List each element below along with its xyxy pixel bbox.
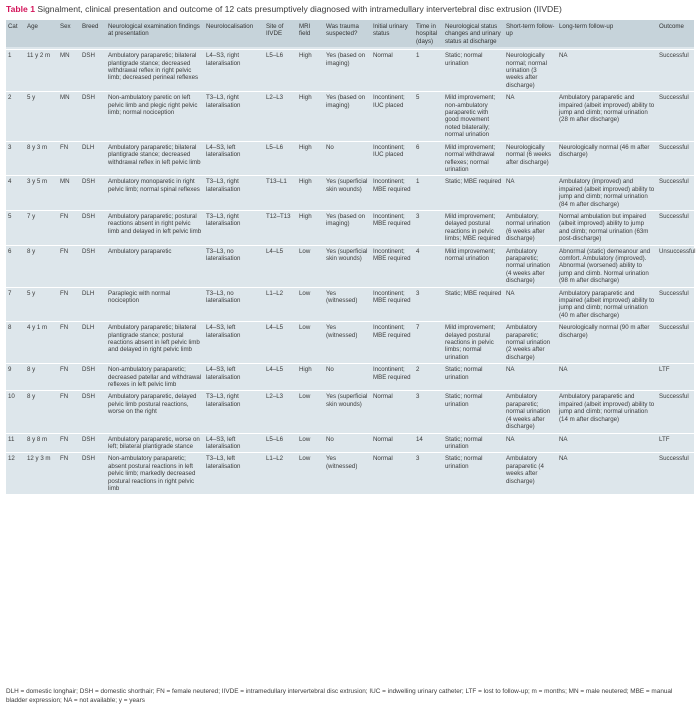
table-cell: NA: [557, 364, 657, 391]
table-cell: Mild improvement; non-ambulatory paraparetic with good movement noted bilaterally; normal urination: [443, 92, 504, 141]
table-cell: L1–L2: [264, 453, 297, 495]
table-cell: Successful: [657, 322, 694, 364]
table-cell: Paraplegic with normal nociception: [106, 287, 204, 322]
table-row: [6, 176, 694, 211]
table-cell: MN: [58, 92, 80, 141]
table-cell: High: [297, 364, 324, 391]
table-cell: L4–S3, left lateralisation: [204, 141, 264, 176]
table-cell: Mild improvement; normal withdrawal reflexes; normal urination: [443, 141, 504, 176]
table-cell: NA: [504, 92, 557, 141]
table-cell: Yes (superficial skin wounds): [324, 391, 371, 433]
table-cell: Yes (superficial skin wounds): [324, 245, 371, 287]
table-row: [6, 210, 694, 245]
column-header: Sex: [58, 20, 80, 47]
table-cell: High: [297, 92, 324, 141]
column-header: Long-term follow-up: [557, 20, 657, 47]
table-cell: Yes (witnessed): [324, 287, 371, 322]
table-cell: DSH: [80, 391, 106, 433]
column-header: Outcome: [657, 20, 694, 47]
table-cell: Static; normal urination: [443, 391, 504, 433]
table-cell: 4 y 1 m: [25, 322, 58, 364]
table-cell: L2–L3: [264, 92, 297, 141]
table-cell: FN: [58, 453, 80, 495]
table-cell: FN: [58, 210, 80, 245]
table-cell: Ambulatory paraparetic and impaired (albeit improved) ability to jump and climb; normal urination (40 m after discharge): [557, 287, 657, 322]
table-cell: Neurologically normal (46 m after discharge): [557, 141, 657, 176]
column-header: Time in hospital (days): [414, 20, 443, 47]
table-cell: 3: [414, 391, 443, 433]
table-cell: FN: [58, 245, 80, 287]
table-cell: L1–L2: [264, 287, 297, 322]
table-cell: FN: [58, 433, 80, 453]
table-cell: Static; MBE required: [443, 176, 504, 211]
table-cell: 12: [6, 453, 25, 495]
table-cell: Mild improvement; normal urination: [443, 245, 504, 287]
table-cell: 3: [414, 453, 443, 495]
table-cell: T13–L1: [264, 176, 297, 211]
table-cell: Static; MBE required: [443, 287, 504, 322]
table-cell: Non-ambulatory paraparetic; decreased patellar and withdrawal reflexes in left pelvic limb: [106, 364, 204, 391]
table-cell: Incontinent; IUC placed: [371, 141, 414, 176]
table-cell: Static; normal urination: [443, 433, 504, 453]
header-row: [6, 20, 694, 47]
table-cell: Normal: [371, 50, 414, 92]
table-cell: 4: [6, 176, 25, 211]
table-cell: Ambulatory paraparetic; postural reactions absent in right pelvic limb and delayed in left pelvic limb: [106, 210, 204, 245]
table-row: [6, 287, 694, 322]
table-cell: Neurologically normal; normal urination (3 weeks after discharge): [504, 50, 557, 92]
table-cell: DSH: [80, 245, 106, 287]
table-cell: Yes (based on imaging): [324, 50, 371, 92]
table-cell: DSH: [80, 50, 106, 92]
table-cell: 11: [6, 433, 25, 453]
table-cell: 7: [6, 287, 25, 322]
table-row: [6, 141, 694, 176]
table-cell: 3: [6, 141, 25, 176]
table-cell: 1: [414, 50, 443, 92]
table-cell: Successful: [657, 210, 694, 245]
table-cell: 8 y: [25, 364, 58, 391]
column-header: Short-term follow-up: [504, 20, 557, 47]
table-cell: Successful: [657, 92, 694, 141]
table-cell: Successful: [657, 141, 694, 176]
table-cell: 11 y 2 m: [25, 50, 58, 92]
table-footnote: DLH = domestic longhair; DSH = domestic shorthair; FN = female neutered; IIVDE = intramedullary intervertebral disc extrusion; IUC = indwelling urinary catheter; LTF = lost to follow-up; m = months; MN = male neutered; MBE = manual bladder expression; NA = not available; y = years: [6, 688, 673, 704]
table-cell: Ambulatory paraparetic and impaired (albeit improved) ability to jump and climb; normal urination (28 m after discharge): [557, 92, 657, 141]
table-cell: T3–L3, no lateralisation: [204, 245, 264, 287]
column-header: Age: [25, 20, 58, 47]
table-cell: Ambulatory (improved) and impaired (albeit improved) ability to jump and climb; normal urination (84 m after discharge): [557, 176, 657, 211]
table-cell: T12–T13: [264, 210, 297, 245]
table-cell: T3–L3, left lateralisation: [204, 453, 264, 495]
table-cell: Ambulatory paraparetic; normal urination (2 weeks after discharge): [504, 322, 557, 364]
table-cell: 3 y 5 m: [25, 176, 58, 211]
column-header: Cat: [6, 20, 25, 47]
table-cell: DLH: [80, 322, 106, 364]
column-header: Was trauma suspected?: [324, 20, 371, 47]
table-cell: Low: [297, 391, 324, 433]
table-cell: DLH: [80, 287, 106, 322]
table-cell: 7: [414, 322, 443, 364]
table-cell: 7 y: [25, 210, 58, 245]
table-cell: 6: [414, 141, 443, 176]
table-cell: Yes (witnessed): [324, 453, 371, 495]
table-cell: L4–S3, left lateralisation: [204, 322, 264, 364]
table-row: [6, 433, 694, 453]
data-table: [6, 20, 694, 494]
table-cell: 5 y: [25, 287, 58, 322]
column-header: Breed: [80, 20, 106, 47]
table-cell: 3: [414, 210, 443, 245]
table-row: [6, 322, 694, 364]
table-cell: Successful: [657, 453, 694, 495]
table-cell: 8: [6, 322, 25, 364]
table-cell: Static; normal urination: [443, 50, 504, 92]
table-cell: MN: [58, 176, 80, 211]
table-row: [6, 92, 694, 141]
column-header: Neurological status changes and urinary status at discharge: [443, 20, 504, 47]
table-cell: DSH: [80, 453, 106, 495]
table-cell: L5–L6: [264, 433, 297, 453]
table-cell: L4–L5: [264, 322, 297, 364]
table-cell: 14: [414, 433, 443, 453]
table-cell: 5: [6, 210, 25, 245]
table-cell: DSH: [80, 176, 106, 211]
table-cell: DSH: [80, 210, 106, 245]
table-caption: [6, 4, 562, 14]
table-cell: T3–L3, right lateralisation: [204, 391, 264, 433]
table-cell: MN: [58, 50, 80, 92]
table-cell: 9: [6, 364, 25, 391]
table-body: [6, 47, 694, 494]
table-cell: FN: [58, 322, 80, 364]
table-cell: Ambulatory; normal urination (6 weeks after discharge): [504, 210, 557, 245]
table-cell: Mild improvement; delayed postural reactions in pelvic limbs; normal urination: [443, 322, 504, 364]
table-cell: Normal ambulation but impaired (albeit improved) ability to jump and climb; normal urination (63m post-discharge): [557, 210, 657, 245]
table-row: [6, 50, 694, 92]
table-row: [6, 245, 694, 287]
table-cell: L4–L5: [264, 364, 297, 391]
table-cell: Successful: [657, 287, 694, 322]
table-cell: High: [297, 176, 324, 211]
table-cell: L4–S3, right lateralisation: [204, 50, 264, 92]
table-cell: 8 y: [25, 391, 58, 433]
table-cell: Ambulatory paraparetic; bilateral plantigrade stance; decreased withdrawal reflex in left pelvic limb: [106, 141, 204, 176]
table-cell: Incontinent; IUC placed: [371, 92, 414, 141]
column-header: Initial urinary status: [371, 20, 414, 47]
table-cell: Successful: [657, 176, 694, 211]
table-cell: FN: [58, 287, 80, 322]
table-cell: Mild improvement; delayed postural reactions in pelvic limbs; MBE required: [443, 210, 504, 245]
table-cell: Incontinent; MBE required: [371, 176, 414, 211]
table-cell: T3–L3, right lateralisation: [204, 176, 264, 211]
table-cell: NA: [557, 433, 657, 453]
column-header: Neurological examination findings at presentation: [106, 20, 204, 47]
table-cell: Ambulatory paraparetic, delayed pelvic limb postural reactions, worse on the right: [106, 391, 204, 433]
table-cell: Incontinent; MBE required: [371, 245, 414, 287]
table-cell: No: [324, 433, 371, 453]
table-cell: Low: [297, 453, 324, 495]
table-cell: Ambulatory monoparetic in right pelvic limb; normal spinal reflexes: [106, 176, 204, 211]
table-cell: Successful: [657, 391, 694, 433]
table-cell: 2: [6, 92, 25, 141]
table-cell: Ambulatory paraparetic; normal urination (4 weeks after discharge): [504, 245, 557, 287]
table-cell: Normal: [371, 433, 414, 453]
table-cell: FN: [58, 141, 80, 176]
table-cell: 8 y 3 m: [25, 141, 58, 176]
column-header: Neurolocalisation: [204, 20, 264, 47]
table-cell: DSH: [80, 433, 106, 453]
table-cell: 12 y 3 m: [25, 453, 58, 495]
table-cell: Normal: [371, 453, 414, 495]
table-cell: Successful: [657, 50, 694, 92]
table-cell: Ambulatory paraparetic, worse on left; bilateral plantigrade stance: [106, 433, 204, 453]
table-cell: Unsuccessful: [657, 245, 694, 287]
table-cell: Neurologically normal (90 m after discharge): [557, 322, 657, 364]
table-cell: Low: [297, 245, 324, 287]
table-title: Signalment, clinical presentation and outcome of 12 cats presumptively diagnosed with intramedullary intervertebral disc extrusion (IIVDE): [37, 4, 562, 14]
table-cell: L4–L5: [264, 245, 297, 287]
table-cell: Neurologically normal (6 weeks after discharge): [504, 141, 557, 176]
table-cell: Yes (witnessed): [324, 322, 371, 364]
table-cell: High: [297, 50, 324, 92]
table-cell: NA: [557, 50, 657, 92]
table-cell: 2: [414, 364, 443, 391]
table-cell: Ambulatory paraparetic (4 weeks after discharge): [504, 453, 557, 495]
table-cell: Ambulatory paraparetic and impaired (albeit improved) ability to jump and climb; normal urination (14 m after discharge): [557, 391, 657, 433]
table-label: Table 1: [6, 4, 35, 14]
table-cell: L2–L3: [264, 391, 297, 433]
table-cell: Incontinent; MBE required: [371, 287, 414, 322]
table-cell: L4–S3, left lateralisation: [204, 364, 264, 391]
table-cell: Low: [297, 433, 324, 453]
table-cell: Ambulatory paraparetic: [106, 245, 204, 287]
table-cell: 5: [414, 92, 443, 141]
table-cell: Yes (based on imaging): [324, 210, 371, 245]
table-cell: Incontinent; MBE required: [371, 210, 414, 245]
table-cell: T3–L3, no lateralisation: [204, 287, 264, 322]
table-cell: Ambulatory paraparetic; bilateral plantigrade stance; decreased withdrawal reflex in right pelvic limb; decreased perineal reflexes: [106, 50, 204, 92]
table-cell: 1: [6, 50, 25, 92]
table-cell: Yes (superficial skin wounds): [324, 176, 371, 211]
table-cell: NA: [504, 176, 557, 211]
table-cell: FN: [58, 391, 80, 433]
table-cell: High: [297, 210, 324, 245]
table-cell: 1: [414, 176, 443, 211]
table-cell: Incontinent; MBE required: [371, 322, 414, 364]
table-cell: NA: [504, 287, 557, 322]
table-row: [6, 453, 694, 495]
table-cell: Incontinent; MBE required: [371, 364, 414, 391]
table-cell: Normal: [371, 391, 414, 433]
table-cell: LTF: [657, 433, 694, 453]
table-cell: 5 y: [25, 92, 58, 141]
table-cell: No: [324, 141, 371, 176]
table-cell: 8 y 8 m: [25, 433, 58, 453]
table-cell: Static; normal urination: [443, 364, 504, 391]
table-cell: DLH: [80, 141, 106, 176]
table-cell: DSH: [80, 92, 106, 141]
table-cell: Ambulatory paraparetic; bilateral plantigrade stance; postural reactions absent in left pelvic limb and delayed in right pelvic limb: [106, 322, 204, 364]
table-cell: Static; normal urination: [443, 453, 504, 495]
table-cell: High: [297, 141, 324, 176]
table-cell: Abnormal (static) demeanour and comfort. Ambulatory (improved). Abnormal (worsened) ability to jump and climb. Normal urination (98 m after discharge): [557, 245, 657, 287]
table-cell: L5–L6: [264, 50, 297, 92]
table-cell: Yes (based on imaging): [324, 92, 371, 141]
table-cell: Ambulatory paraparetic; normal urination (4 weeks after discharge): [504, 391, 557, 433]
table-row: [6, 391, 694, 433]
table-cell: T3–L3, right lateralisation: [204, 92, 264, 141]
table-cell: NA: [504, 364, 557, 391]
table-cell: FN: [58, 364, 80, 391]
table-cell: NA: [557, 453, 657, 495]
column-header: MRI field: [297, 20, 324, 47]
table-cell: LTF: [657, 364, 694, 391]
table-cell: 8 y: [25, 245, 58, 287]
table-cell: L5–L6: [264, 141, 297, 176]
column-header: Site of IIVDE: [264, 20, 297, 47]
table-cell: No: [324, 364, 371, 391]
table-cell: NA: [504, 433, 557, 453]
table-cell: Non-ambulatory paretic on left pelvic limb and plegic right pelvic limb; normal nociception: [106, 92, 204, 141]
table-cell: Low: [297, 322, 324, 364]
table-cell: T3–L3, right lateralisation: [204, 210, 264, 245]
table-cell: Low: [297, 287, 324, 322]
table-cell: L4–S3, left lateralisation: [204, 433, 264, 453]
table-row: [6, 364, 694, 391]
table-cell: DSH: [80, 364, 106, 391]
table-cell: 6: [6, 245, 25, 287]
table-cell: 3: [414, 287, 443, 322]
table-cell: 10: [6, 391, 25, 433]
table-cell: Non-ambulatory paraparetic; absent postural reactions in left pelvic limb; markedly decreased postural reactions in right pelvic limb: [106, 453, 204, 495]
table-cell: 4: [414, 245, 443, 287]
